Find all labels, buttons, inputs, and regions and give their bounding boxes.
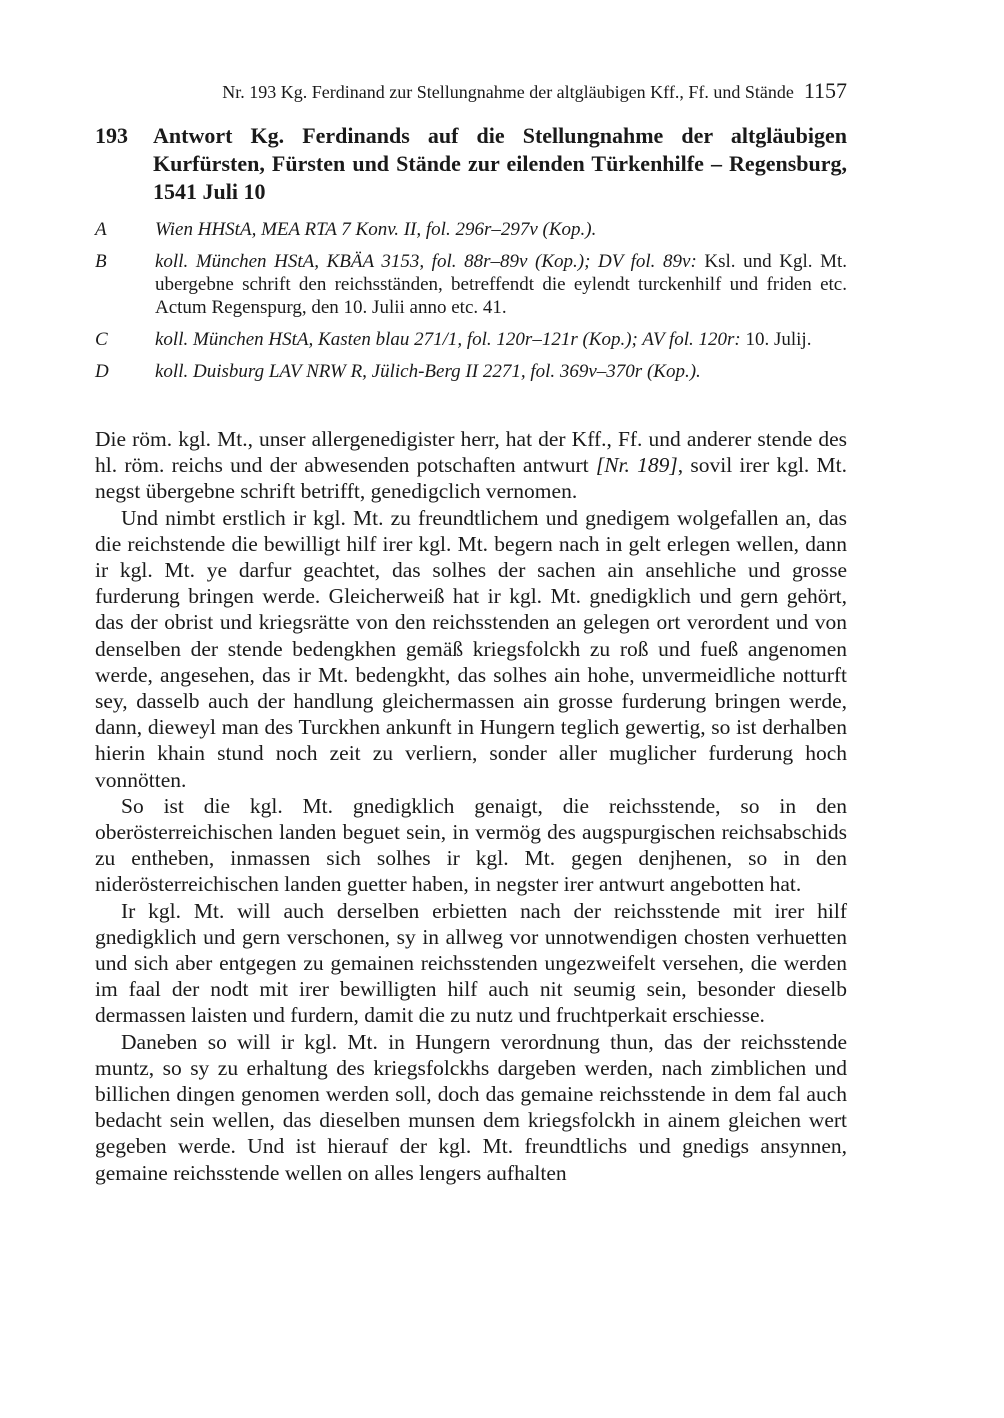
running-head-text: Nr. 193 Kg. Ferdinand zur Stellungnahme der altgläubigen Kff., Ff. und Stände <box>222 82 794 102</box>
source-text <box>155 328 847 351</box>
paragraph-text: Die röm. kgl. Mt., unser allergenedigister herr, hat der Kff., Ff. und anderer stende des hl. röm. reichs und der abwesenden potschaften antwurt <box>95 427 847 478</box>
running-head <box>155 78 847 104</box>
source-text <box>155 218 847 241</box>
document-heading <box>95 122 847 206</box>
source-entry <box>95 218 847 241</box>
paragraph: Und nimbt erstlich ir kgl. Mt. zu freundtlichem und gnedigem wolgefallen an, das die reichstende die bewilligt hilf irer kgl. Mt. begern nach in gelt erlegen wellen, dann ir kgl. Mt. ye darfur geachtet, das solhes der sachen ain ansehliche und grosse furderung bringen werde. Gleicherweiß hat ir kgl. Mt. gnedigklich und gern gehört, das der obrist und kriegsrätte von den reichsstenden an gelegen ort verordent und von denselben der stende bedengkhen gemäß kriegsfolckh zu roß und fueß angenomen werde, angesehen, das ir Mt. bedengkht, das solhes ain hohe, unvermeidliche notturft sey, dasselb auch der handlung gleichermassen ain grosse furderung bringen werde, dann, dieweyl man des Turckhen ankunft in Hungern teglich gewertig, so ist derhalben hierin khain stund noch zeit zu verliern, sonder aller muglicher furderung hoch vonnötten. <box>95 505 847 792</box>
source-text <box>155 360 847 383</box>
paragraph: So ist die kgl. Mt. gnedigklich genaigt, die reichsstende, so in den oberösterreichischen landen beguet sein, in vermög des augspurgischen reichsabschids zu entheben, inmassen sich solhes ir kgl. Mt. gegen denjhenen, so in den niderösterreichischen landen guetter haben, in negster irer antwurt angebotten hat. <box>95 793 847 897</box>
page-number: 1157 <box>803 78 847 103</box>
source-entry <box>95 250 847 319</box>
paragraph-text-continued: , sovil irer kgl. Mt. negst übergebne schrift betrifft, genedigclich vernomen. <box>95 453 848 504</box>
body-text <box>95 426 847 1186</box>
source-note: Ksl. und Kgl. Mt. ubergebne schrift den reichsständen, betreffendt die eylendt turckenhilf und friden etc. Actum Regenspurg, den 10. Julii anno etc. 41. <box>155 251 847 318</box>
cross-reference: [Nr. 189] <box>595 453 678 478</box>
source-entry <box>95 360 847 383</box>
source-citation: Wien HHStA, MEA RTA 7 Konv. II, fol. 296r–297v (Kop.). <box>155 219 597 240</box>
source-note: 10. Julij. <box>740 329 812 350</box>
source-citation: koll. München HStA, KBÄA 3153, fol. 88r–89v (Kop.); DV fol. 89v: <box>155 251 697 272</box>
paragraph: Ir kgl. Mt. will auch derselben erbietten nach der reichsstende mit irer hilf gnedigklich und gern verschonen, sy in allweg vor unnotwendigen chosten verhuetten und sich aber entgegen zu gemainen reichsstenden ungezweifelt versehen, die werden im faal der nodt mit irer bewilligten hilf auch nit seumig sein, besonder dieselb dermassen laisten und furdern, damit die zu nutz und fruchtperkait erschiesse. <box>95 898 847 1028</box>
document-number: 193 <box>95 123 128 148</box>
source-citation: koll. Duisburg LAV NRW R, Jülich-Berg II 2271, fol. 369v–370r (Kop.). <box>155 361 701 382</box>
source-siglum: D <box>95 361 109 382</box>
source-entry <box>95 328 847 351</box>
document-title: Antwort Kg. Ferdinands auf die Stellungnahme der altgläubigen Kurfürsten, Fürsten und Stände zur eilenden Türkenhilfe – Regensburg, 1541 Juli 10 <box>153 123 847 204</box>
source-siglum: B <box>95 251 107 272</box>
source-text <box>155 250 847 319</box>
source-siglum: A <box>95 219 107 240</box>
paragraph: Daneben so will ir kgl. Mt. in Hungern verordnung thun, das der reichsstende muntz, so sy zu erhaltung des kriegsfolckhs dargeben werden, nach zimblichen und billichen dingen genomen werden soll, doch das gemaine reichsstende in dem fal auch bedacht sein wellen, das dieselben munsen dem kriegsfolckh in ainem gleichen wert gegeben werde. Und ist hierauf der kgl. Mt. freundtlichs und gnedigs ansynnen, gemaine reichsstende wellen on alles lengers aufhalten <box>95 1029 847 1185</box>
paragraph <box>95 426 847 505</box>
source-siglum: C <box>95 329 108 350</box>
source-citation: koll. München HStA, Kasten blau 271/1, fol. 120r–121r (Kop.); AV fol. 120r: <box>155 329 741 350</box>
source-list <box>95 218 847 392</box>
